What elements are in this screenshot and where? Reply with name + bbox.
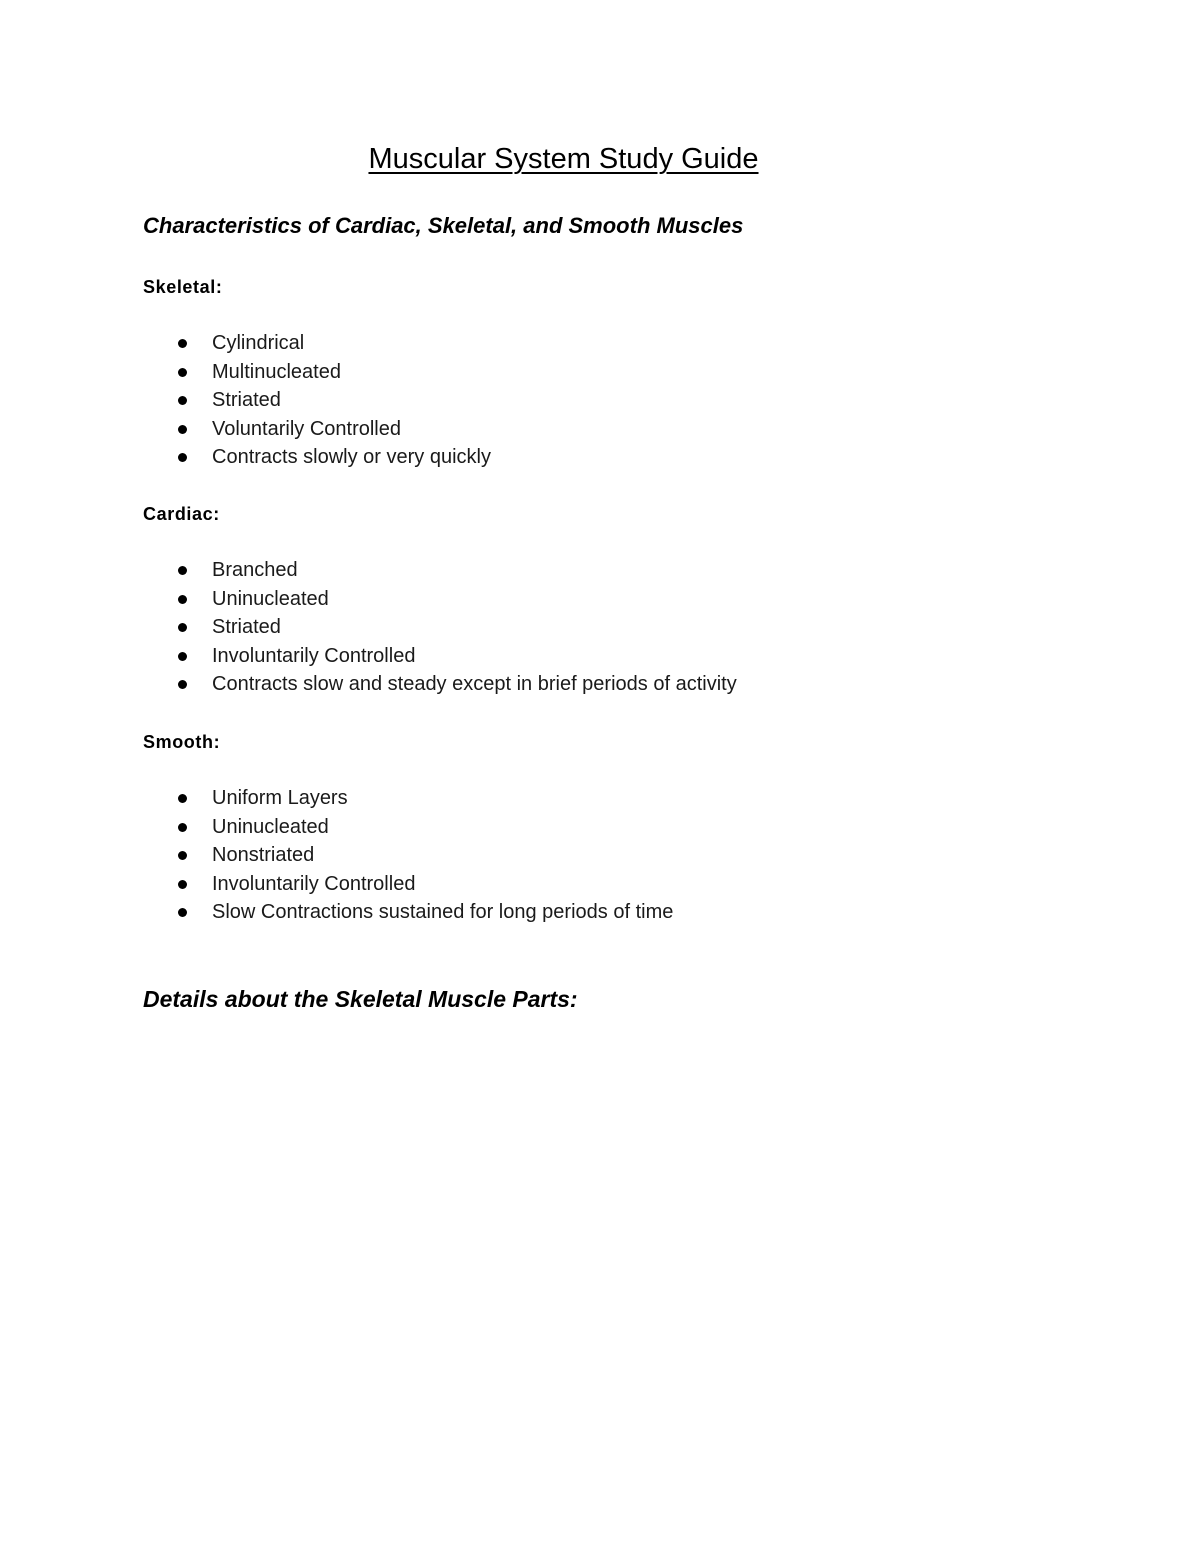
list-item-text: Uniform Layers <box>212 787 348 809</box>
smooth-label: Smooth: <box>143 732 221 752</box>
list-item-text: Involuntarily Controlled <box>212 644 416 667</box>
bullet-icon <box>178 566 187 575</box>
list-item-text: Voluntarily Controlled <box>212 417 401 440</box>
bullet-icon <box>178 794 187 803</box>
list-item-text: Cylindrical <box>212 332 305 354</box>
list-item-text: Slow Contractions sustained for long periods of time <box>212 901 674 923</box>
list-item-text: Multinucleated <box>212 360 341 383</box>
list-item <box>175 613 737 642</box>
bullet-icon <box>178 680 187 689</box>
bullet-icon <box>178 623 187 632</box>
list-item <box>175 841 673 870</box>
skeletal-label: Skeletal: <box>143 277 223 297</box>
list-item-text: Uninucleated <box>212 815 329 838</box>
list-item-text: Striated <box>212 389 281 411</box>
bullet-icon <box>178 425 187 434</box>
list-item-text: Involuntarily Controlled <box>212 872 416 895</box>
list-item <box>175 585 737 614</box>
bullet-icon <box>178 453 187 462</box>
list-item <box>175 784 673 813</box>
list-item <box>175 443 491 472</box>
list-item <box>175 870 673 899</box>
list-item <box>175 358 491 387</box>
list-item <box>175 386 491 415</box>
cardiac-list <box>175 556 737 699</box>
list-item-text: Branched <box>212 559 298 581</box>
list-item <box>175 813 673 842</box>
bullet-icon <box>178 908 187 917</box>
list-item <box>175 670 737 699</box>
smooth-list <box>175 784 673 927</box>
bullet-icon <box>178 396 187 405</box>
bullet-icon <box>178 851 187 860</box>
details-heading: Details about the Skeletal Muscle Parts: <box>143 986 578 1012</box>
list-item <box>175 642 737 671</box>
bullet-icon <box>178 368 187 377</box>
list-item-text: Uninucleated <box>212 587 329 610</box>
bullet-icon <box>178 652 187 661</box>
characteristics-heading: Characteristics of Cardiac, Skeletal, and Smooth Muscles <box>143 213 744 238</box>
bullet-icon <box>178 880 187 889</box>
bullet-icon <box>178 595 187 604</box>
skeletal-list <box>175 329 491 472</box>
bullet-icon <box>178 823 187 832</box>
bullet-icon <box>178 339 187 348</box>
cardiac-label: Cardiac: <box>143 504 220 524</box>
list-item <box>175 898 673 927</box>
list-item-text: Contracts slowly or very quickly <box>212 446 491 468</box>
list-item <box>175 415 491 444</box>
list-item-text: Striated <box>212 616 281 638</box>
page-title: Muscular System Study Guide <box>368 143 759 175</box>
list-item-text: Nonstriated <box>212 844 315 866</box>
list-item-text: Contracts slow and steady except in brief periods of activity <box>212 673 737 695</box>
list-item <box>175 556 737 585</box>
list-item <box>175 329 491 358</box>
